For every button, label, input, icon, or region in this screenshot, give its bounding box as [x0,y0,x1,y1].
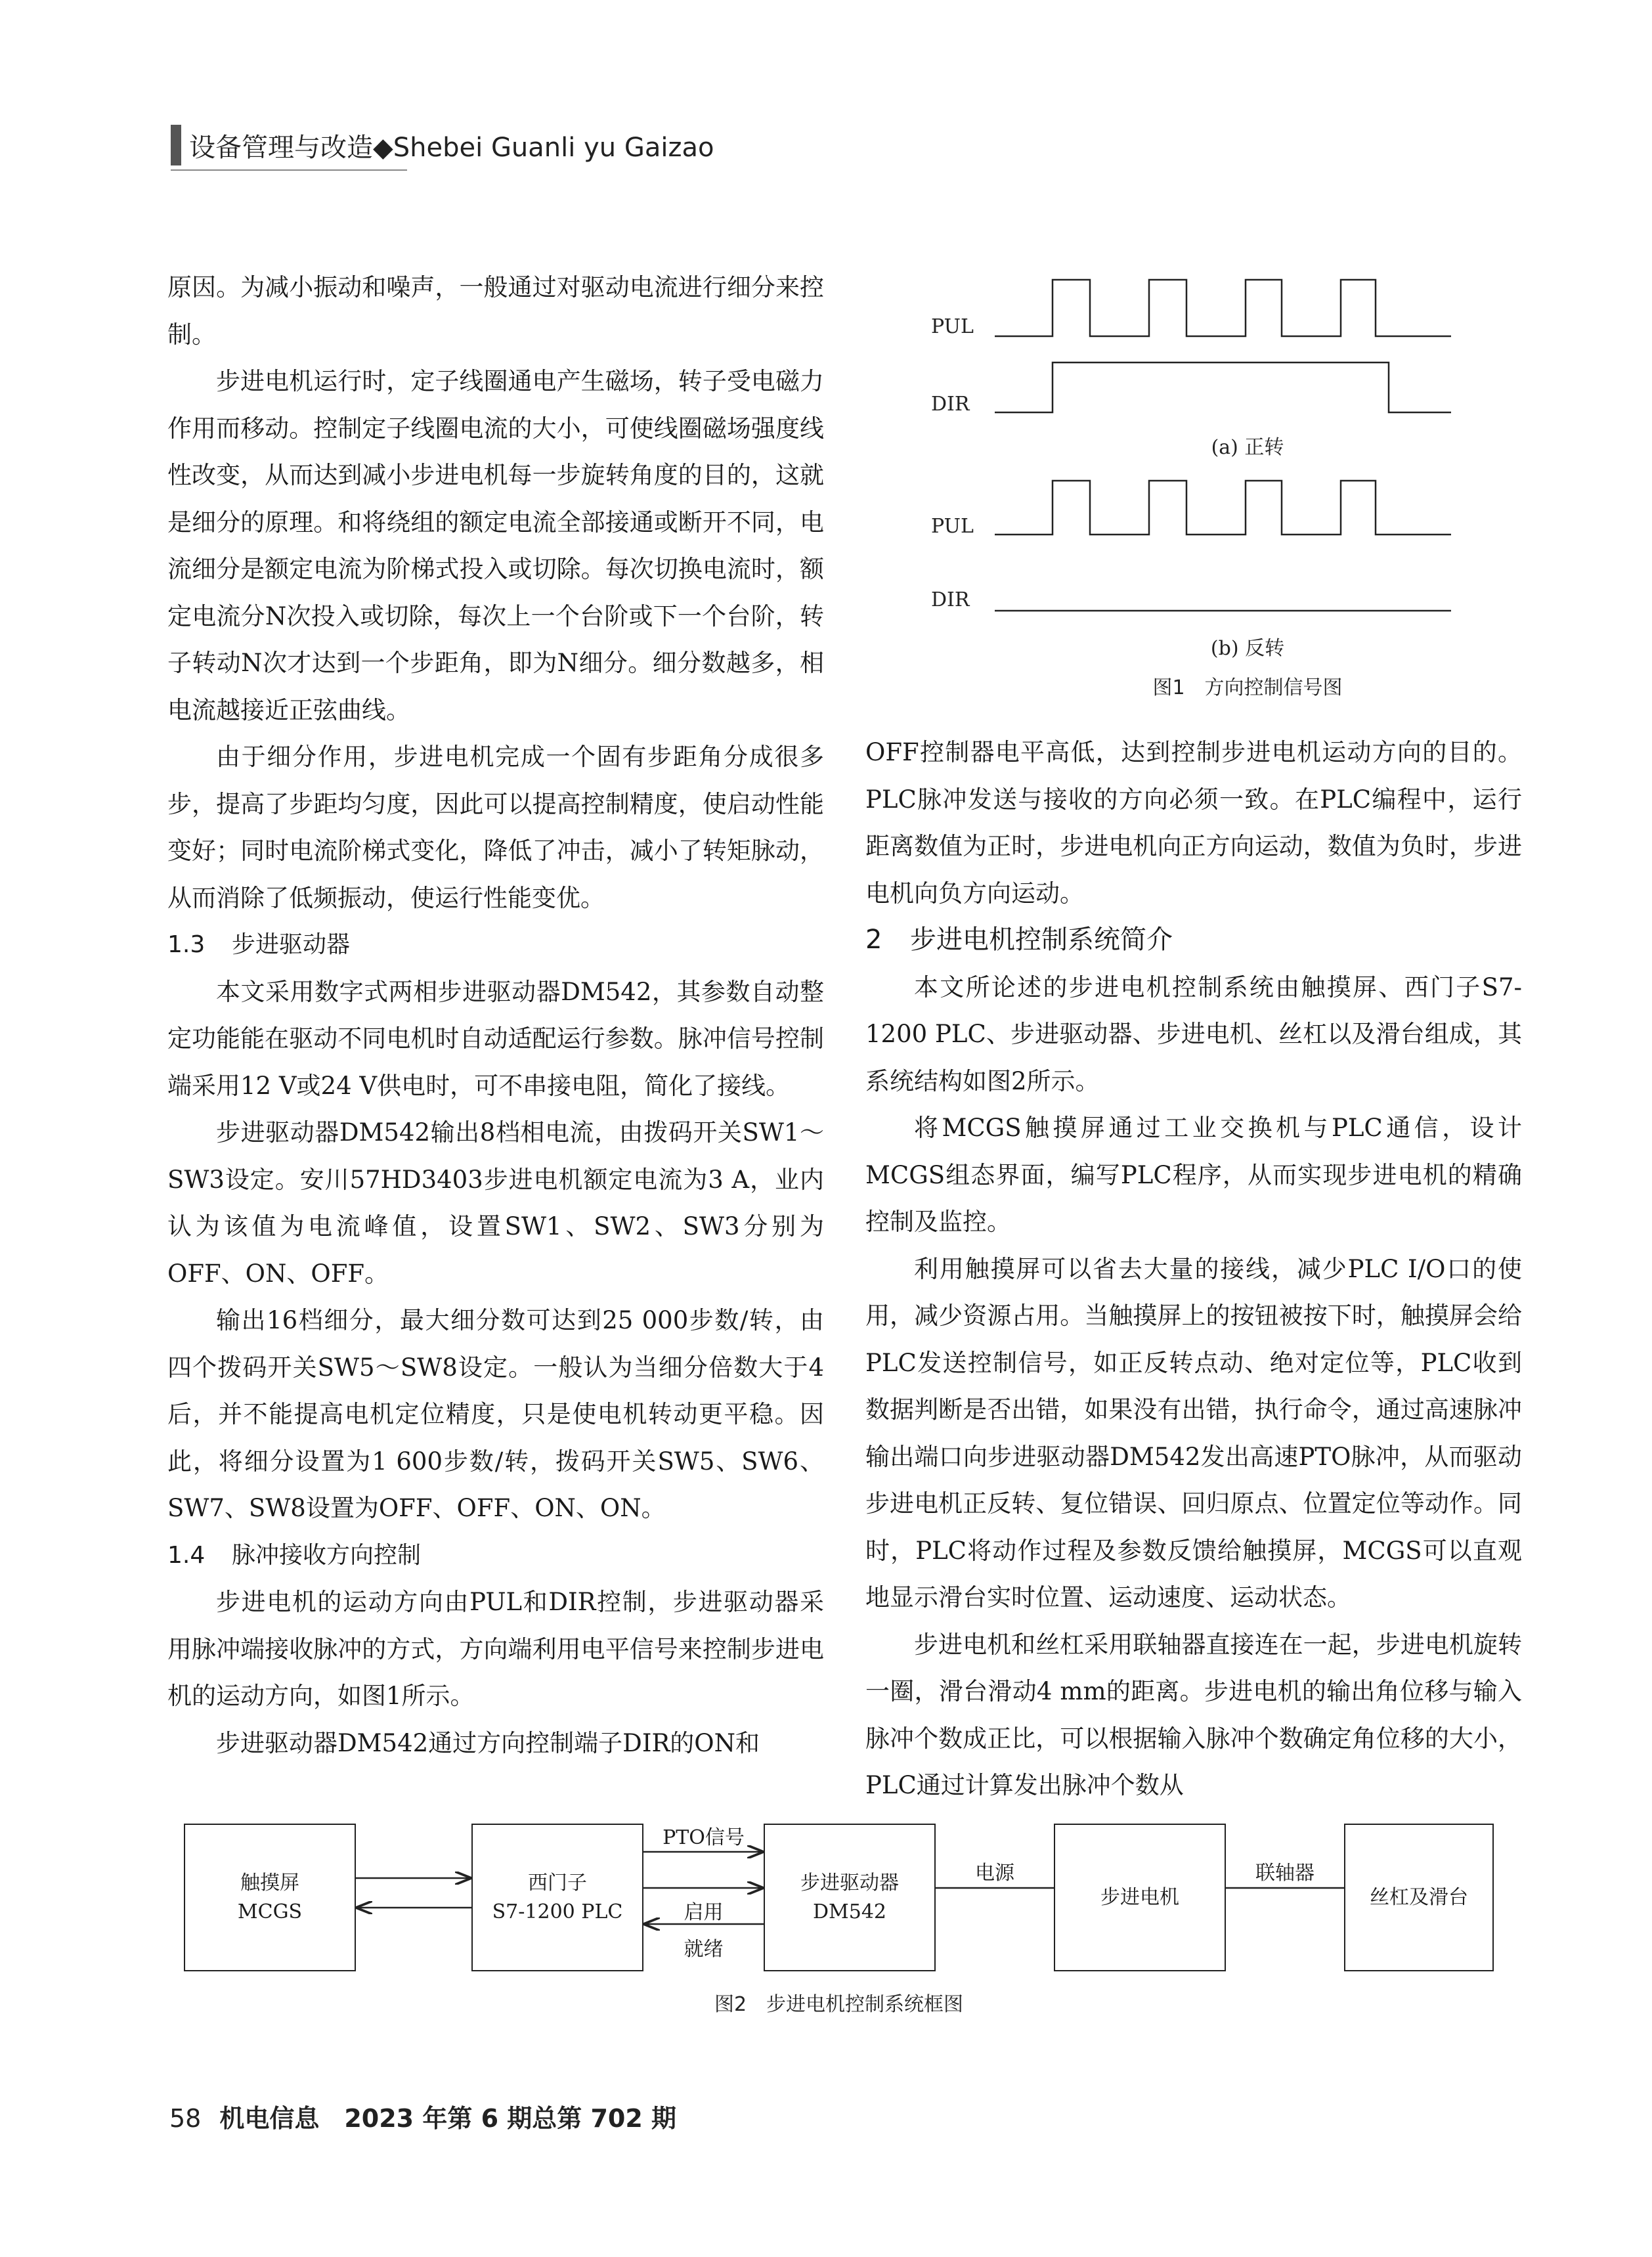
figure-1-caption: 图1 方向控制信号图 [1152,676,1343,699]
figure-2-system-block-diagram [184,1816,1494,2026]
left-column [167,264,824,1766]
box-label: MCGS [237,1900,303,1923]
dir-waveform-a [995,362,1451,412]
subcaption-b: (b) 反转 [1210,637,1285,660]
box-label: DM542 [812,1900,887,1923]
signal-waveforms [913,263,1490,657]
section-heading-1-3 [167,921,824,969]
section-title: 步进驱动器 [232,931,351,958]
pul-waveform-b [995,481,1451,535]
dir-label-b: DIR [931,588,970,611]
paragraph: 步进驱动器DM542输出8档相电流，由拨码开关SW1～SW3设定。安川57HD3403步进电机额定电流为3 A，业内认为该值为电流峰值，设置SW1、SW2、SW3分别为OFF、ON、OFF。 [167,1118,824,1288]
running-title: 设备管理与改造◆Shebei Guanli yu Gaizao [189,132,714,163]
dir-label-a: DIR [931,393,970,416]
paragraph: 原因。为减小振动和噪声，一般通过对驱动电流进行细分来控制。 [167,273,824,349]
box-screw-slide [1344,1824,1494,1971]
page-number: 58 [169,2104,202,2133]
box-label: S7-1200 PLC [492,1900,623,1923]
paragraph: 步进电机运行时，定子线圈通电产生磁场，转子受电磁力作用而移动。控制定子线圈电流的大小，可使线圈磁场强度线性改变，从而达到减小步进电机每一步旋转角度的目的，这就是细分的原理。和将绕组的额定电流全部接通或断开不同，电流细分是额定电流为阶梯式投入或切除。每次切换电流时，额定电流分N次投入或切除，每次上一个台阶或下一个台阶，转子转动N次才达到一个步距角，即为N细分。细分数越多，相电流越接近正弦曲线。 [167,367,824,724]
pul-label-a: PUL [931,315,974,338]
box-stepper-motor [1054,1824,1226,1971]
pul-label-b: PUL [931,515,974,538]
label-ready: 就绪 [684,1938,724,1961]
box-plc [471,1824,643,1971]
box-label: 西门子 [528,1871,587,1895]
header-rule [171,169,407,171]
section-heading-1-4 [167,1532,824,1579]
paragraph: 利用触摸屏可以省去大量的接线，减少PLC I/O口的使用，减少资源占用。当触摸屏上的按钮被按下时，触摸屏会给PLC发送控制信号，如正反转点动、绝对定位等，PLC收到数据判断是否出错，如果没有出错，执行命令，通过高速脉冲输出端口向步进驱动器DM542发出高速PTO脉冲，从而驱动步进电机正反转、复位错误、回归原点、位置定位等动作。同时，PLC将动作过程及参数反馈给触摸屏，MCGS可以直观地显示滑台实时位置、运动速度、运动状态。 [865,1254,1522,1611]
box-driver [764,1824,936,1971]
paragraph: 步进驱动器DM542通过方向控制端子DIR的ON和 [216,1728,760,1757]
label-pto: PTO信号 [663,1826,745,1849]
box-label: 触摸屏 [240,1871,299,1895]
paragraph: 本文采用数字式两相步进驱动器DM542，其参数自动整定功能能在驱动不同电机时自动适配运行参数。脉冲信号控制端采用12 V或24 V供电时，可不串接电阻，简化了接线。 [167,977,824,1100]
box-label: 步进驱动器 [800,1871,899,1895]
figure-2-caption: 图2 步进电机控制系统框图 [714,1993,964,2016]
subcaption-a: (a) 正转 [1211,436,1284,459]
paragraph: 由于细分作用，步进电机完成一个固有步距角分成很多步，提高了步距均匀度，因此可以提高控制精度，使启动性能变好；同时电流阶梯式变化，降低了冲击，减小了转矩脉动，从而消除了低频振动，使运行性能变优。 [167,743,824,912]
section-number: 1.3 [167,931,206,958]
section-number: 1.4 [167,1541,206,1569]
paragraph: 将MCGS触摸屏通过工业交换机与PLC通信，设计MCGS组态界面，编写PLC程序，从而实现步进电机的精确控制及监控。 [865,1114,1522,1236]
figure-1-direction-signals [913,263,1490,716]
paragraph: 输出16档细分，最大细分数可达到25 000步数/转，由四个拨码开关SW5～SW8设定。一般认为当细分倍数大于4后，并不能提高电机定位精度，只是使电机转动更平稳。因此，将细分设置为1 600步数/转，拨码开关SW5、SW6、SW7、SW8设置为OFF、OFF、ON、ON。 [167,1306,824,1522]
label-coupling: 联轴器 [1255,1862,1315,1885]
pul-waveform-a [995,280,1451,336]
section-title: 脉冲接收方向控制 [232,1541,422,1569]
right-column [865,729,1522,1809]
label-enable: 启用 [684,1901,724,1924]
box-touchscreen [184,1824,356,1971]
page-footer [169,2098,676,2134]
running-header [171,125,714,165]
paragraph: OFF控制器电平高低，达到控制步进电机运动方向的目的。PLC脉冲发送与接收的方向必须一致。在PLC编程中，运行距离数值为正时，步进电机向正方向运动，数值为负时，步进电机向负方向运动。 [865,738,1522,908]
box-label: 步进电机 [1100,1885,1179,1909]
header-bar [171,125,181,165]
journal-info: 机电信息 2023 年第 6 期总第 702 期 [219,2104,677,2133]
label-power: 电源 [975,1862,1014,1885]
paragraph: 本文所论述的步进电机控制系统由触摸屏、西门子S7-1200 PLC、步进驱动器、步进电机、丝杠以及滑台组成，其系统结构如图2所示。 [865,973,1522,1095]
section-number: 2 [865,925,882,955]
paragraph: 步进电机和丝杠采用联轴器直接连在一起，步进电机旋转一圈，滑台滑动4 mm的距离。步进电机的输出角位移与输入脉冲个数成正比，可以根据输入脉冲个数确定角位移的大小，PLC通过计算发出脉冲个数从 [865,1630,1522,1799]
paragraph: 步进电机的运动方向由PUL和DIR控制，步进驱动器采用脉冲端接收脉冲的方式，方向端利用电平信号来控制步进电机的运动方向，如图1所示。 [167,1588,824,1710]
section-title: 步进电机控制系统简介 [910,925,1173,955]
section-heading-2 [865,917,1522,964]
box-label: 丝杠及滑台 [1370,1885,1468,1909]
